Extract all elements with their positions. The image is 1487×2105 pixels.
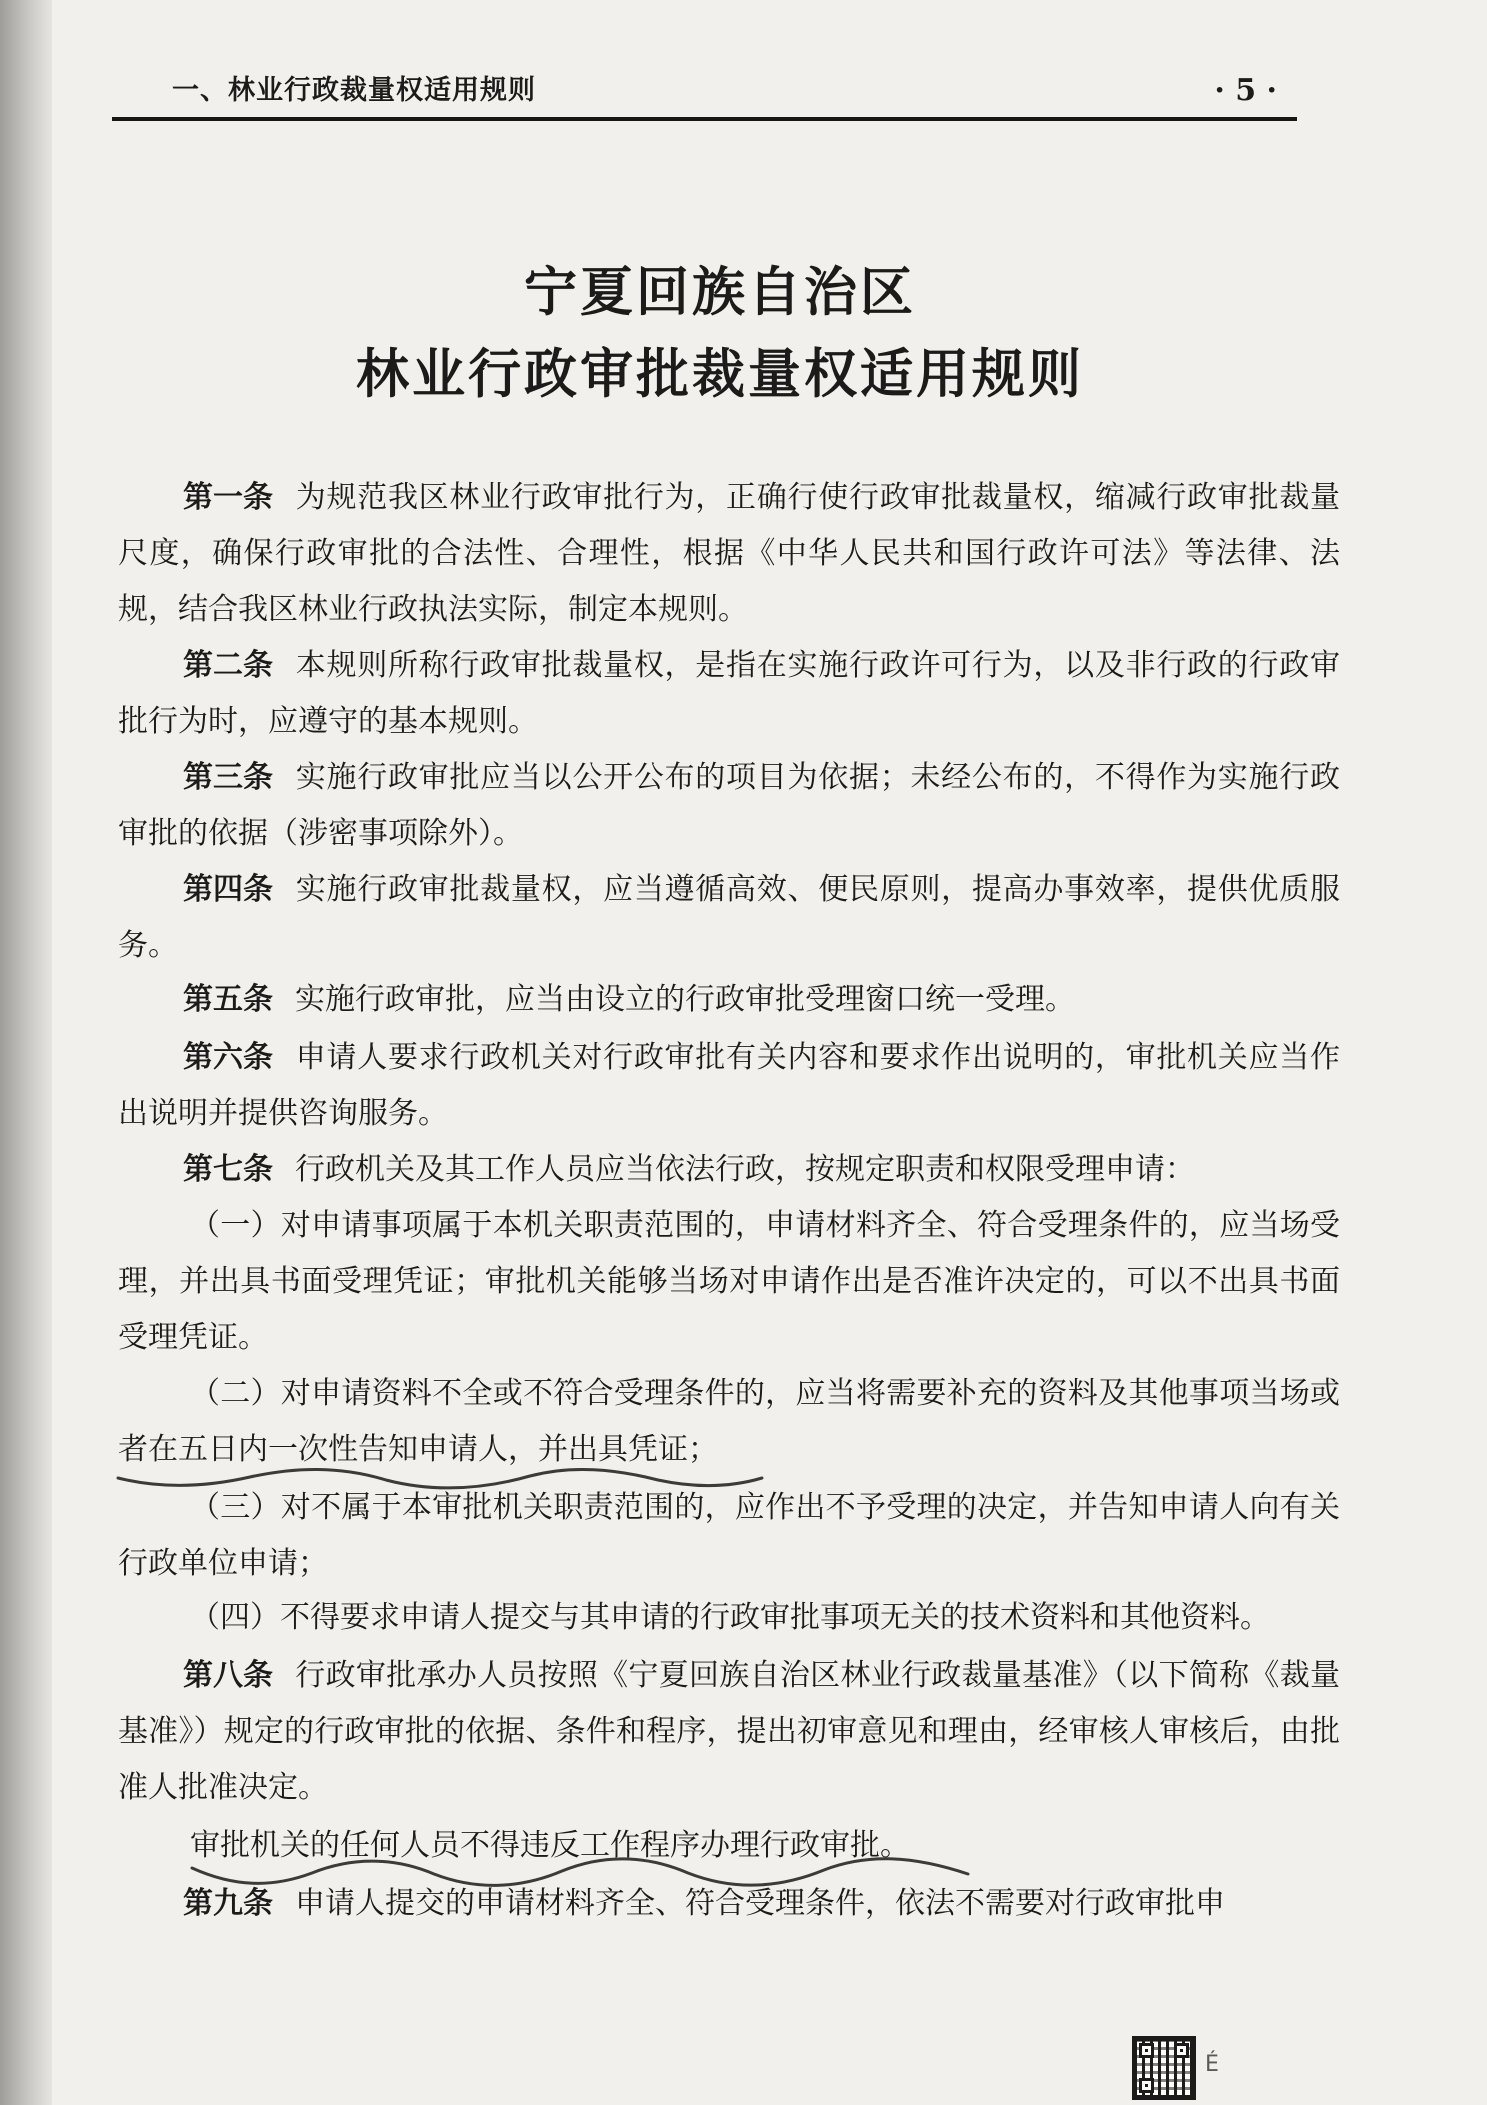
article-label: 第二条 [183, 648, 273, 683]
book-spine-shadow [0, 0, 52, 2105]
article-text: 本规则所称行政审批裁量权，是指在实施行政许可行为，以及非行政的行政审批行为时，应遵守的基本规则。 [118, 648, 1340, 739]
article-text: 为规范我区林业行政审批行为，正确行使行政审批裁量权，缩减行政审批裁量尺度，确保行政审批的合法性、合理性，根据《中华人民共和国行政许可法》等法律、法规，结合我区林业行政执法实际，制定本规则。 [118, 480, 1340, 627]
article-5 [118, 972, 1340, 1028]
article-1 [118, 470, 1340, 638]
article-text: 申请人要求行政机关对行政审批有关内容和要求作出说明的，审批机关应当作出说明并提供咨询服务。 [118, 1040, 1340, 1131]
article-text: 行政审批承办人员按照《宁夏回族自治区林业行政裁量基准》（以下简称《裁量基准》）规定的行政审批的依据、条件和程序，提出初审意见和理由，经审核人审核后，由批准人批准决定。 [118, 1658, 1340, 1805]
article-label: 第一条 [183, 480, 273, 515]
article-text: 申请人提交的申请材料齐全、符合受理条件，依法不需要对行政审批申 [295, 1886, 1225, 1921]
page-number: · 5 · [1214, 73, 1277, 108]
article-7-item-3: （三）对不属于本审批机关职责范围的，应作出不予受理的决定，并告知申请人向有关行政单位申请； [118, 1490, 1340, 1581]
article-label: 第五条 [183, 982, 273, 1017]
article-label: 第八条 [183, 1658, 273, 1693]
qr-finder-icon [1139, 2078, 1154, 2093]
article-text: 实施行政审批裁量权，应当遵循高效、便民原则，提高办事效率，提供优质服务。 [118, 872, 1340, 963]
article-label: 第三条 [183, 760, 273, 795]
qr-finder-icon [1139, 2043, 1154, 2058]
article-text: 实施行政审批应当以公开公布的项目为依据；未经公布的，不得作为实施行政审批的依据（涉密事项除外）。 [118, 760, 1340, 851]
document-title-line-1: 宁夏回族自治区 [524, 262, 916, 323]
article-4 [118, 862, 1340, 974]
article-7-item-1: （一）对申请事项属于本机关职责范围的，申请材料齐全、符合受理条件的，应当场受理，并出具书面受理凭证；审批机关能够当场对申请作出是否准许决定的，可以不出具书面受理凭证。 [118, 1208, 1340, 1355]
article-label: 第六条 [183, 1040, 273, 1075]
article-6 [118, 1030, 1340, 1142]
article-label: 第四条 [183, 872, 273, 907]
article-7 [118, 1142, 1340, 1198]
article-3 [118, 750, 1340, 862]
header-rule [112, 117, 1297, 121]
article-text: 实施行政审批，应当由设立的行政审批受理窗口统一受理。 [295, 982, 1075, 1017]
header-title: 一、林业行政裁量权适用规则 [172, 75, 536, 106]
qr-finder-icon [1174, 2043, 1189, 2058]
article-9 [118, 1876, 1340, 1932]
article-2 [118, 638, 1340, 750]
article-7-item-4: （四）不得要求申请人提交与其申请的行政审批事项无关的技术资料和其他资料。 [190, 1600, 1270, 1635]
corner-letter: É [1205, 2052, 1219, 2077]
running-header [112, 70, 1297, 118]
article-8-paragraph: 审批机关的任何人员不得违反工作程序办理行政审批。 [190, 1828, 910, 1863]
article-7-item-2: （二）对申请资料不全或不符合受理条件的，应当将需要补充的资料及其他事项当场或者在五日内一次性告知申请人，并出具凭证； [118, 1376, 1340, 1467]
article-text: 行政机关及其工作人员应当依法行政，按规定职责和权限受理申请： [295, 1152, 1195, 1187]
article-label: 第七条 [183, 1152, 273, 1187]
document-title-line-2: 林业行政审批裁量权适用规则 [356, 344, 1084, 405]
article-8 [118, 1648, 1340, 1816]
article-label: 第九条 [183, 1886, 273, 1921]
qr-code-icon [1132, 2036, 1196, 2100]
